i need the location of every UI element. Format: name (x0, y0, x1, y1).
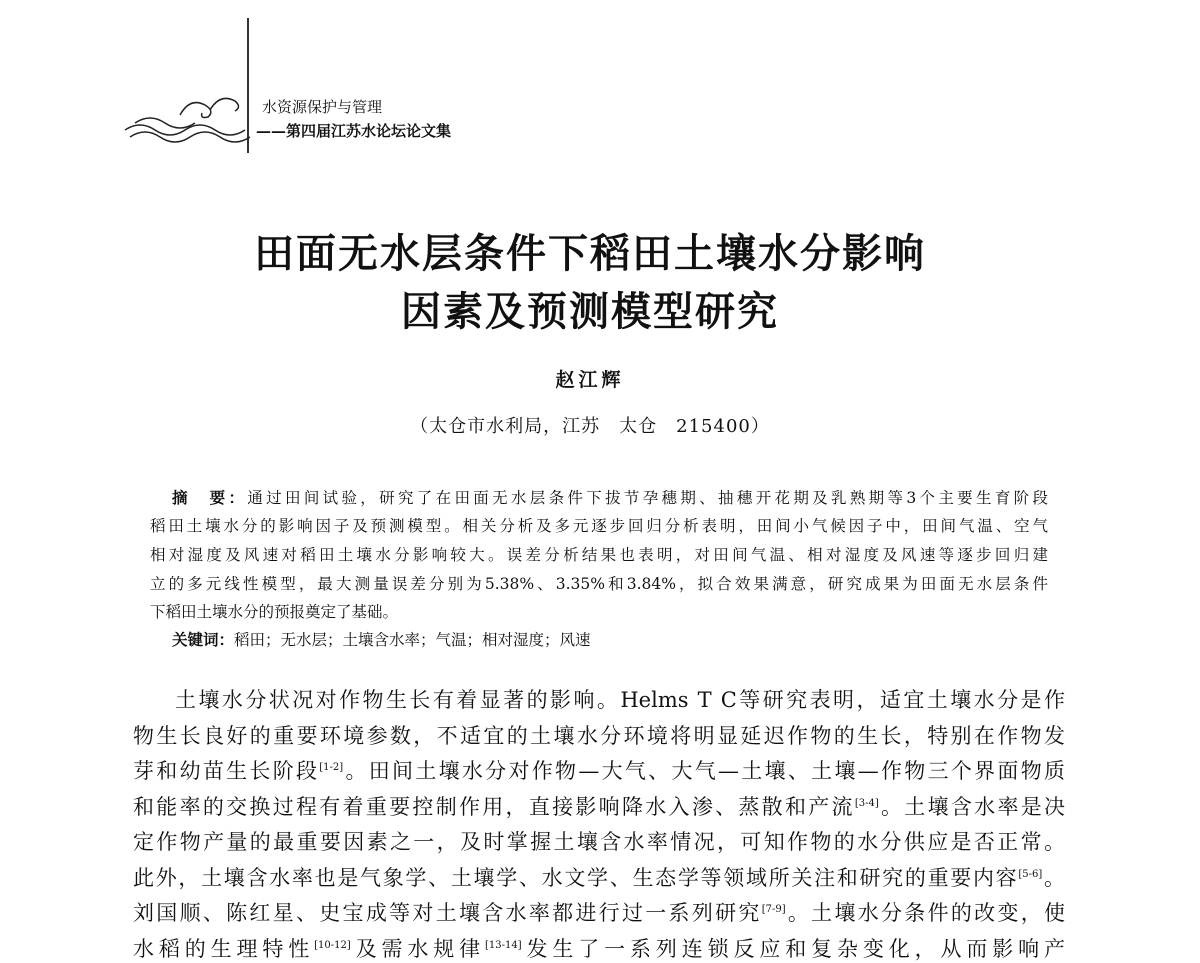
citation: [10-12] (314, 939, 351, 951)
body-line (133, 791, 1065, 821)
citation: [3-4] (854, 797, 879, 809)
body-text: 物生长良好的重要环境参数，不适宜的土壤水分环境将明显延迟作物的生长，特别在作物发 (133, 723, 1065, 748)
citation: [13-14] (485, 939, 522, 951)
body-text: 定作物产量的最重要因素之一，及时掌握土壤含水率情况，可知作物的水分供应是否正常。 (133, 830, 1065, 854)
keywords (172, 628, 1070, 650)
body-line (133, 720, 1065, 750)
body-line (133, 933, 1065, 963)
affiliation: （太仓市水利局，江苏 太仓 215400） (410, 416, 770, 437)
abstract-line: 稻田土壤水分的影响因子及预测模型。相关分析及多元逐步回归分析表明，田间小气候因子中，田间气温、空气 (150, 517, 1048, 535)
body-line (133, 897, 1065, 927)
body-text: 和能率的交换过程有着重要控制作用，直接影响降水入渗、蒸散和产流 (133, 794, 855, 819)
journal-name: 水资源保护与管理 (262, 98, 383, 116)
abstract-line: 相对湿度及风速对稻田土壤水分影响较大。误差分析结果也表明，对田间气温、相对湿度及风速等逐步回归建 (150, 546, 1048, 564)
citation: [1-2] (319, 762, 344, 773)
abstract-line (172, 486, 1048, 508)
proceedings-name: ——第四届江苏水论坛论文集 (256, 122, 452, 140)
body-text: 。 (1042, 865, 1065, 890)
body-text: 芽和幼苗生长阶段 (133, 759, 320, 783)
body-text: 刘国顺、陈红星、史宝成等对土壤含水率都进行过一系列研究 (133, 901, 762, 925)
body-text: 发生了一系列连锁反应和复杂变化，从而影响产 (521, 936, 1066, 961)
body-text: 此外，土壤含水率也是气象学、土壤学、水文学、生态学等领域所关注和研究的重要内容 (133, 865, 1019, 890)
body-line (133, 862, 1065, 892)
body-text: 。田间土壤水分对作物—大气、大气—土壤、土壤—作物三个界面物质 (343, 759, 1066, 783)
wave-logo-icon (120, 85, 260, 145)
abstract-line: 下稻田土壤水分的预报奠定了基础。 (150, 603, 399, 621)
keywords-text: 稻田；无水层；土壤含水率；气温；相对湿度；风速 (234, 631, 591, 649)
abstract-text: 通过田间试验，研究了在田面无水层条件下拔节孕穗期、抽穗开花期及乳熟期等3个主要生育阶段 (247, 489, 1048, 507)
body-text: 水稻的生理特性 (133, 936, 315, 961)
body-text: 。土壤含水率是决 (878, 794, 1066, 819)
author: 赵江辉 (555, 369, 625, 391)
citation: [7-9] (761, 904, 786, 915)
keywords-label: 关键词： (172, 630, 235, 649)
body-line (175, 684, 1065, 714)
abstract-label: 摘 要： (172, 488, 248, 507)
body-line (133, 826, 1065, 856)
body-text: 土壤水分状况对作物生长有着显著的影响。Helms T C等研究表明，适宜土壤水分是作 (175, 688, 1065, 712)
body-text: 。土壤水分条件的改变，使 (785, 901, 1066, 925)
paper-title-line-2: 因素及预测模型研究 (401, 288, 779, 335)
paper-title-line-1: 田面无水层条件下稻田土壤水分影响 (254, 230, 926, 277)
citation: [5-6] (1018, 868, 1043, 880)
body-line (133, 755, 1065, 785)
body-text: 及需水规律 (350, 936, 486, 961)
abstract-line: 立的多元线性模型，最大测量误差分别为5.38%、3.35%和3.84%，拟合效果满意，研究成果为田面无水层条件 (150, 575, 1048, 593)
